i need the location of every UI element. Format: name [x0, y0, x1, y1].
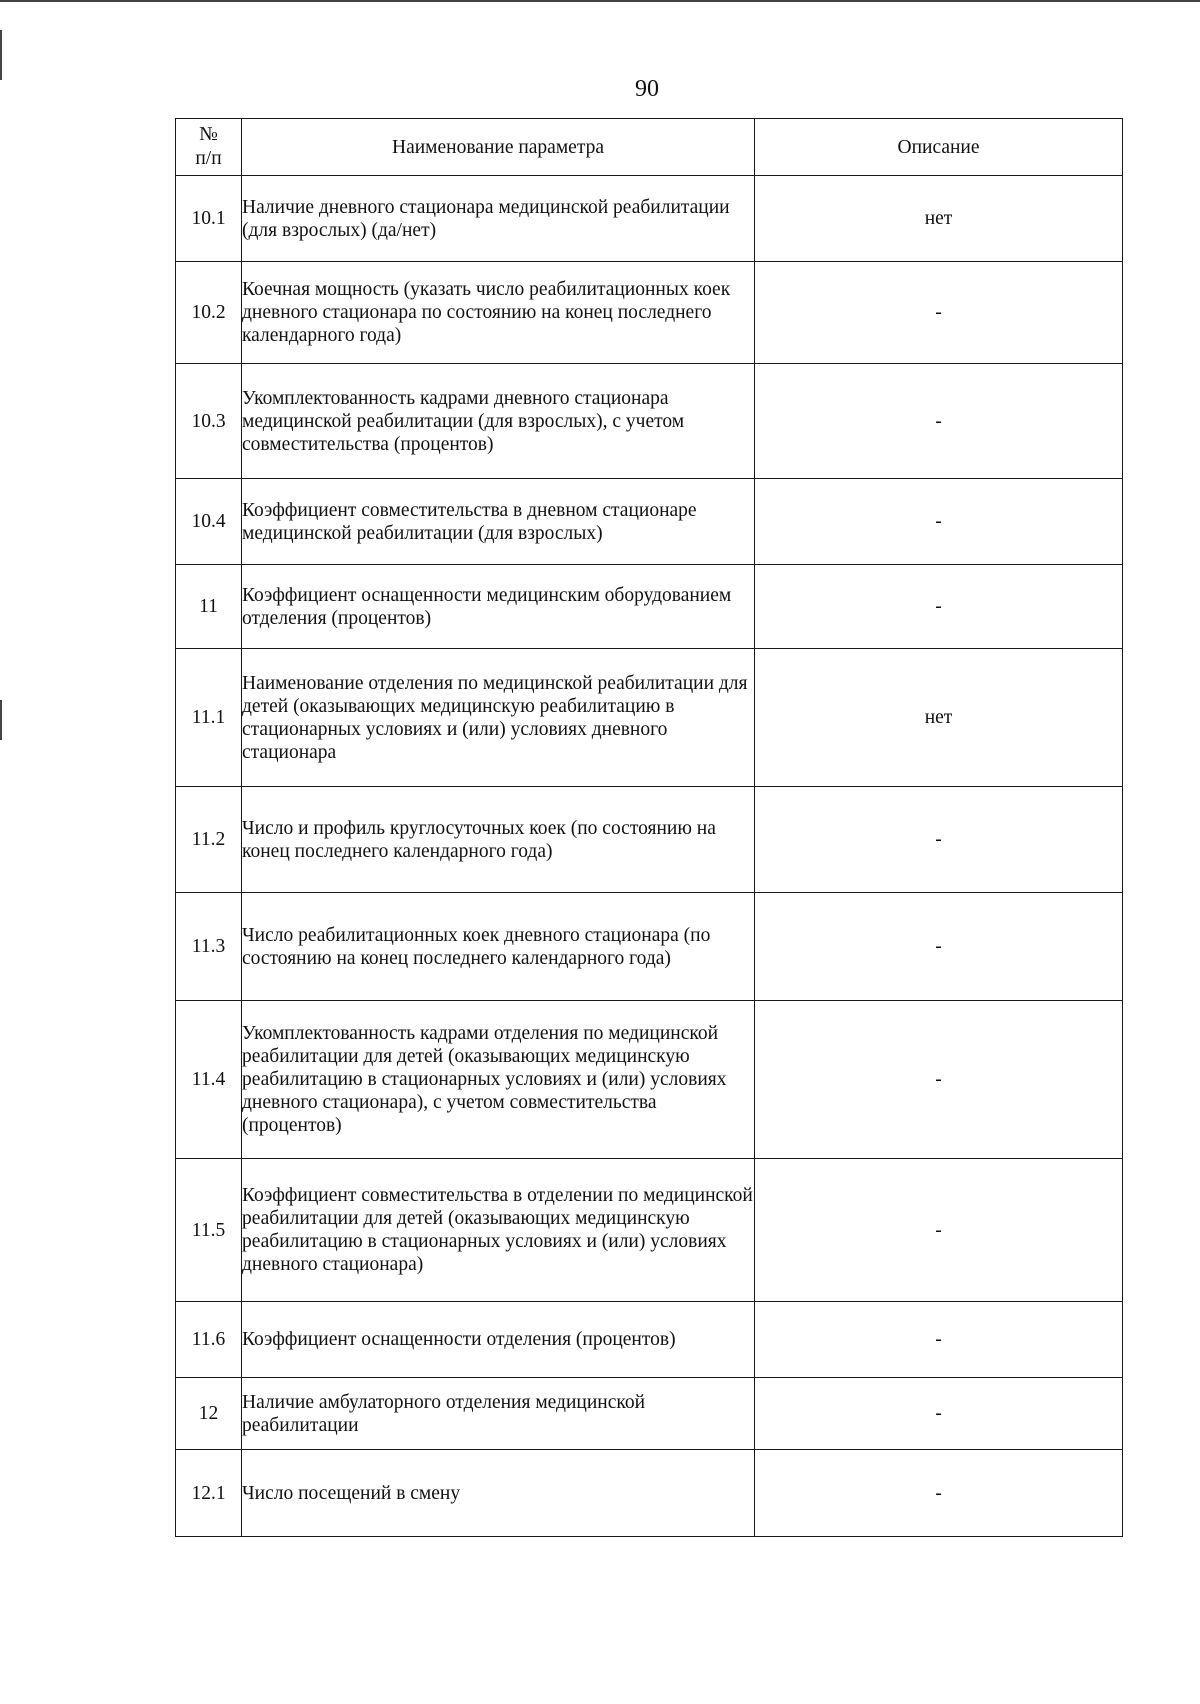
row-number: 10.1	[176, 176, 242, 262]
row-parameter-name: Наличие амбулаторного отделения медицинской реабилитации	[242, 1378, 755, 1450]
page-number: 90	[635, 76, 659, 102]
table-row	[176, 787, 1123, 893]
row-parameter-name: Число и профиль круглосуточных коек (по состоянию на конец последнего календарного года)	[242, 787, 755, 893]
row-number: 10.4	[176, 479, 242, 565]
header-number	[176, 119, 242, 176]
row-number: 12	[176, 1378, 242, 1450]
table-header-row	[176, 119, 1123, 176]
row-number: 11.5	[176, 1159, 242, 1302]
row-description: -	[755, 565, 1123, 649]
table-row	[176, 1001, 1123, 1159]
row-parameter-name: Коэффициент оснащенности медицинским оборудованием отделения (процентов)	[242, 565, 755, 649]
row-description: -	[755, 787, 1123, 893]
row-number: 12.1	[176, 1450, 242, 1537]
row-number: 11.6	[176, 1302, 242, 1378]
row-description: -	[755, 1450, 1123, 1537]
table-row	[176, 1378, 1123, 1450]
row-parameter-name: Число реабилитационных коек дневного стационара (по состоянию на конец последнего календарного года)	[242, 893, 755, 1001]
row-number: 11.4	[176, 1001, 242, 1159]
row-description: -	[755, 1159, 1123, 1302]
scan-edge-top	[0, 0, 1200, 2]
scan-edge-left-lower	[0, 700, 2, 740]
row-parameter-name: Коэффициент совместительства в отделении по медицинской реабилитации для детей (оказывающих медицинскую реабилитацию в стационарных условиях и (или) условиях дневного стационара)	[242, 1159, 755, 1302]
row-description: -	[755, 1302, 1123, 1378]
row-number: 11.1	[176, 649, 242, 787]
parameters-table	[175, 118, 1123, 1537]
table-row	[176, 262, 1123, 364]
row-number: 11.3	[176, 893, 242, 1001]
table-row	[176, 479, 1123, 565]
row-parameter-name: Укомплектованность кадрами отделения по медицинской реабилитации для детей (оказывающих медицинскую реабилитацию в стационарных условиях и (или) условиях дневного стационара), с учетом совместительства (процентов)	[242, 1001, 755, 1159]
row-parameter-name: Коэффициент оснащенности отделения (процентов)	[242, 1302, 755, 1378]
row-parameter-name: Число посещений в смену	[242, 1450, 755, 1537]
row-parameter-name: Коечная мощность (указать число реабилитационных коек дневного стационара по состоянию на конец последнего календарного года)	[242, 262, 755, 364]
row-description: -	[755, 1378, 1123, 1450]
header-number-abbrev: п/п	[195, 148, 222, 169]
row-parameter-name: Наличие дневного стационара медицинской реабилитации (для взрослых) (да/нет)	[242, 176, 755, 262]
row-number: 10.2	[176, 262, 242, 364]
table-row	[176, 565, 1123, 649]
row-description: -	[755, 893, 1123, 1001]
row-parameter-name: Коэффициент совместительства в дневном стационаре медицинской реабилитации (для взрослых)	[242, 479, 755, 565]
row-number: 11.2	[176, 787, 242, 893]
row-parameter-name: Наименование отделения по медицинской реабилитации для детей (оказывающих медицинскую реабилитацию в стационарных условиях и (или) условиях дневного стационара	[242, 649, 755, 787]
table-row	[176, 649, 1123, 787]
row-description: нет	[755, 649, 1123, 787]
row-description: -	[755, 262, 1123, 364]
header-number-symbol: №	[199, 124, 218, 145]
row-number: 10.3	[176, 364, 242, 479]
header-description: Описание	[755, 119, 1123, 176]
row-description: -	[755, 1001, 1123, 1159]
table-row	[176, 1302, 1123, 1378]
row-description: -	[755, 364, 1123, 479]
table-row	[176, 893, 1123, 1001]
table-row	[176, 1450, 1123, 1537]
row-number: 11	[176, 565, 242, 649]
table-row	[176, 364, 1123, 479]
table-row	[176, 176, 1123, 262]
row-description: нет	[755, 176, 1123, 262]
table-row	[176, 1159, 1123, 1302]
row-description: -	[755, 479, 1123, 565]
header-parameter-name: Наименование параметра	[242, 119, 755, 176]
row-parameter-name: Укомплектованность кадрами дневного стационара медицинской реабилитации (для взрослых), с учетом совместительства (процентов)	[242, 364, 755, 479]
scan-edge-left	[0, 30, 2, 80]
